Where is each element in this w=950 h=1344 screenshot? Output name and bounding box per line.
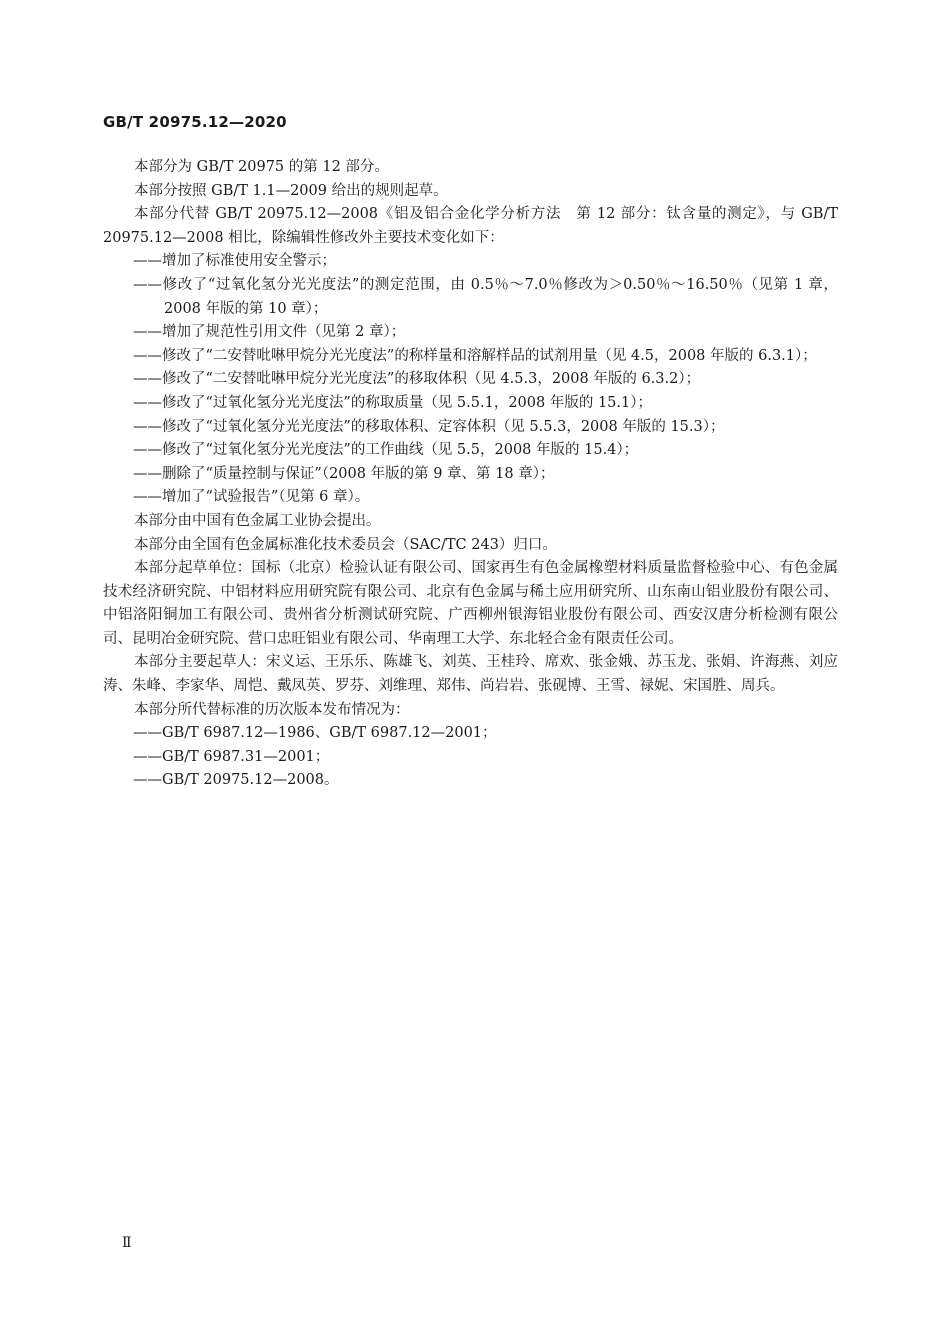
paragraph-drafters: 本部分主要起草人：宋义运、王乐乐、陈雄飞、刘英、王桂玲、席欢、张金娥、苏玉龙、张娟、许海燕、刘应涛、朱峰、李家华、周恺、戴凤英、罗芬、刘维理、郑伟、尚岩岩、张砚博、王雪、禄妮、宋国胜、周兵。 (103, 654, 838, 695)
change-item: ——修改了“过氧化氢分光光度法”的工作曲线（见 5.5，2008 年版的 15.4）； (133, 442, 639, 459)
change-item: ——增加了“试验报告”（见第 6 章）。 (133, 489, 370, 506)
document-number: GB/T 20975.12—2020 (103, 113, 287, 131)
change-item: ——修改了“过氧化氢分光光度法”的称取质量（见 5.5.1，2008 年版的 15.1）； (133, 394, 652, 411)
page-number: Ⅱ (122, 1235, 132, 1251)
paragraph-centralized-by: 本部分由全国有色金属标准化技术委员会（SAC/TC 243）归口。 (134, 536, 557, 553)
change-item: ——修改了“过氧化氢分光光度法”的移取体积、定容体积（见 5.5.3，2008 年版的 15.3）； (133, 418, 725, 435)
paragraph-replacement: 本部分代替 GB/T 20975.12—2008《铝及铝合金化学分析方法 第 12 部分：钛含量的测定》，与 GB/T 20975.12—2008 相比，除编辑性修改外主要技术变化如下： (103, 206, 838, 246)
change-item: ——删除了“质量控制与保证”（2008 年版的第 9 章、第 18 章）； (133, 465, 555, 482)
paragraph-part-statement: 本部分为 GB/T 20975 的第 12 部分。 (134, 159, 389, 175)
history-item: ——GB/T 6987.12—1986、GB/T 6987.12—2001； (133, 725, 497, 742)
change-item: ——修改了“过氧化氢分光光度法”的测定范围，由 0.5％～7.0％修改为＞0.50％～16.50％（见第 1 章，2008 年版的第 10 章）； (133, 276, 838, 317)
change-item: ——修改了“二安替吡啉甲烷分光光度法”的称样量和溶解样品的试剂用量（见 4.5，2008 年版的 6.3.1）； (133, 347, 817, 364)
paragraph-history-intro: 本部分所代替标准的历次版本发布情况为： (134, 701, 410, 718)
change-item: ——增加了标准使用安全警示； (133, 253, 336, 270)
paragraph-proposed-by: 本部分由中国有色金属工业协会提出。 (134, 512, 381, 529)
paragraph-drafting-rules: 本部分按照 GB/T 1.1—2009 给出的规则起草。 (134, 182, 448, 199)
paragraph-drafting-units: 本部分起草单位：国标（北京）检验认证有限公司、国家再生有色金属橡塑材料质量监督检验中心、有色金属技术经济研究院、中铝材料应用研究院有限公司、北京有色金属与稀土应用研究所、山东南山铝业股份有限公司、中铝洛阳铜加工有限公司、贵州省分析测试研究院、广西柳州银海铝业股份有限公司、西安汉唐分析检测有限公司、昆明冶金研究院、营口忠旺铝业有限公司、华南理工大学、东北轻合金有限责任公司。 (103, 560, 838, 647)
foreword-content (103, 156, 838, 793)
change-item: ——修改了“二安替吡啉甲烷分光光度法”的移取体积（见 4.5.3，2008 年版的 6.3.2）； (133, 371, 701, 388)
history-item: ——GB/T 6987.31—2001； (133, 748, 330, 765)
history-item: ——GB/T 20975.12—2008。 (133, 772, 339, 789)
change-item: ——增加了规范性引用文件（见第 2 章）； (133, 324, 406, 341)
